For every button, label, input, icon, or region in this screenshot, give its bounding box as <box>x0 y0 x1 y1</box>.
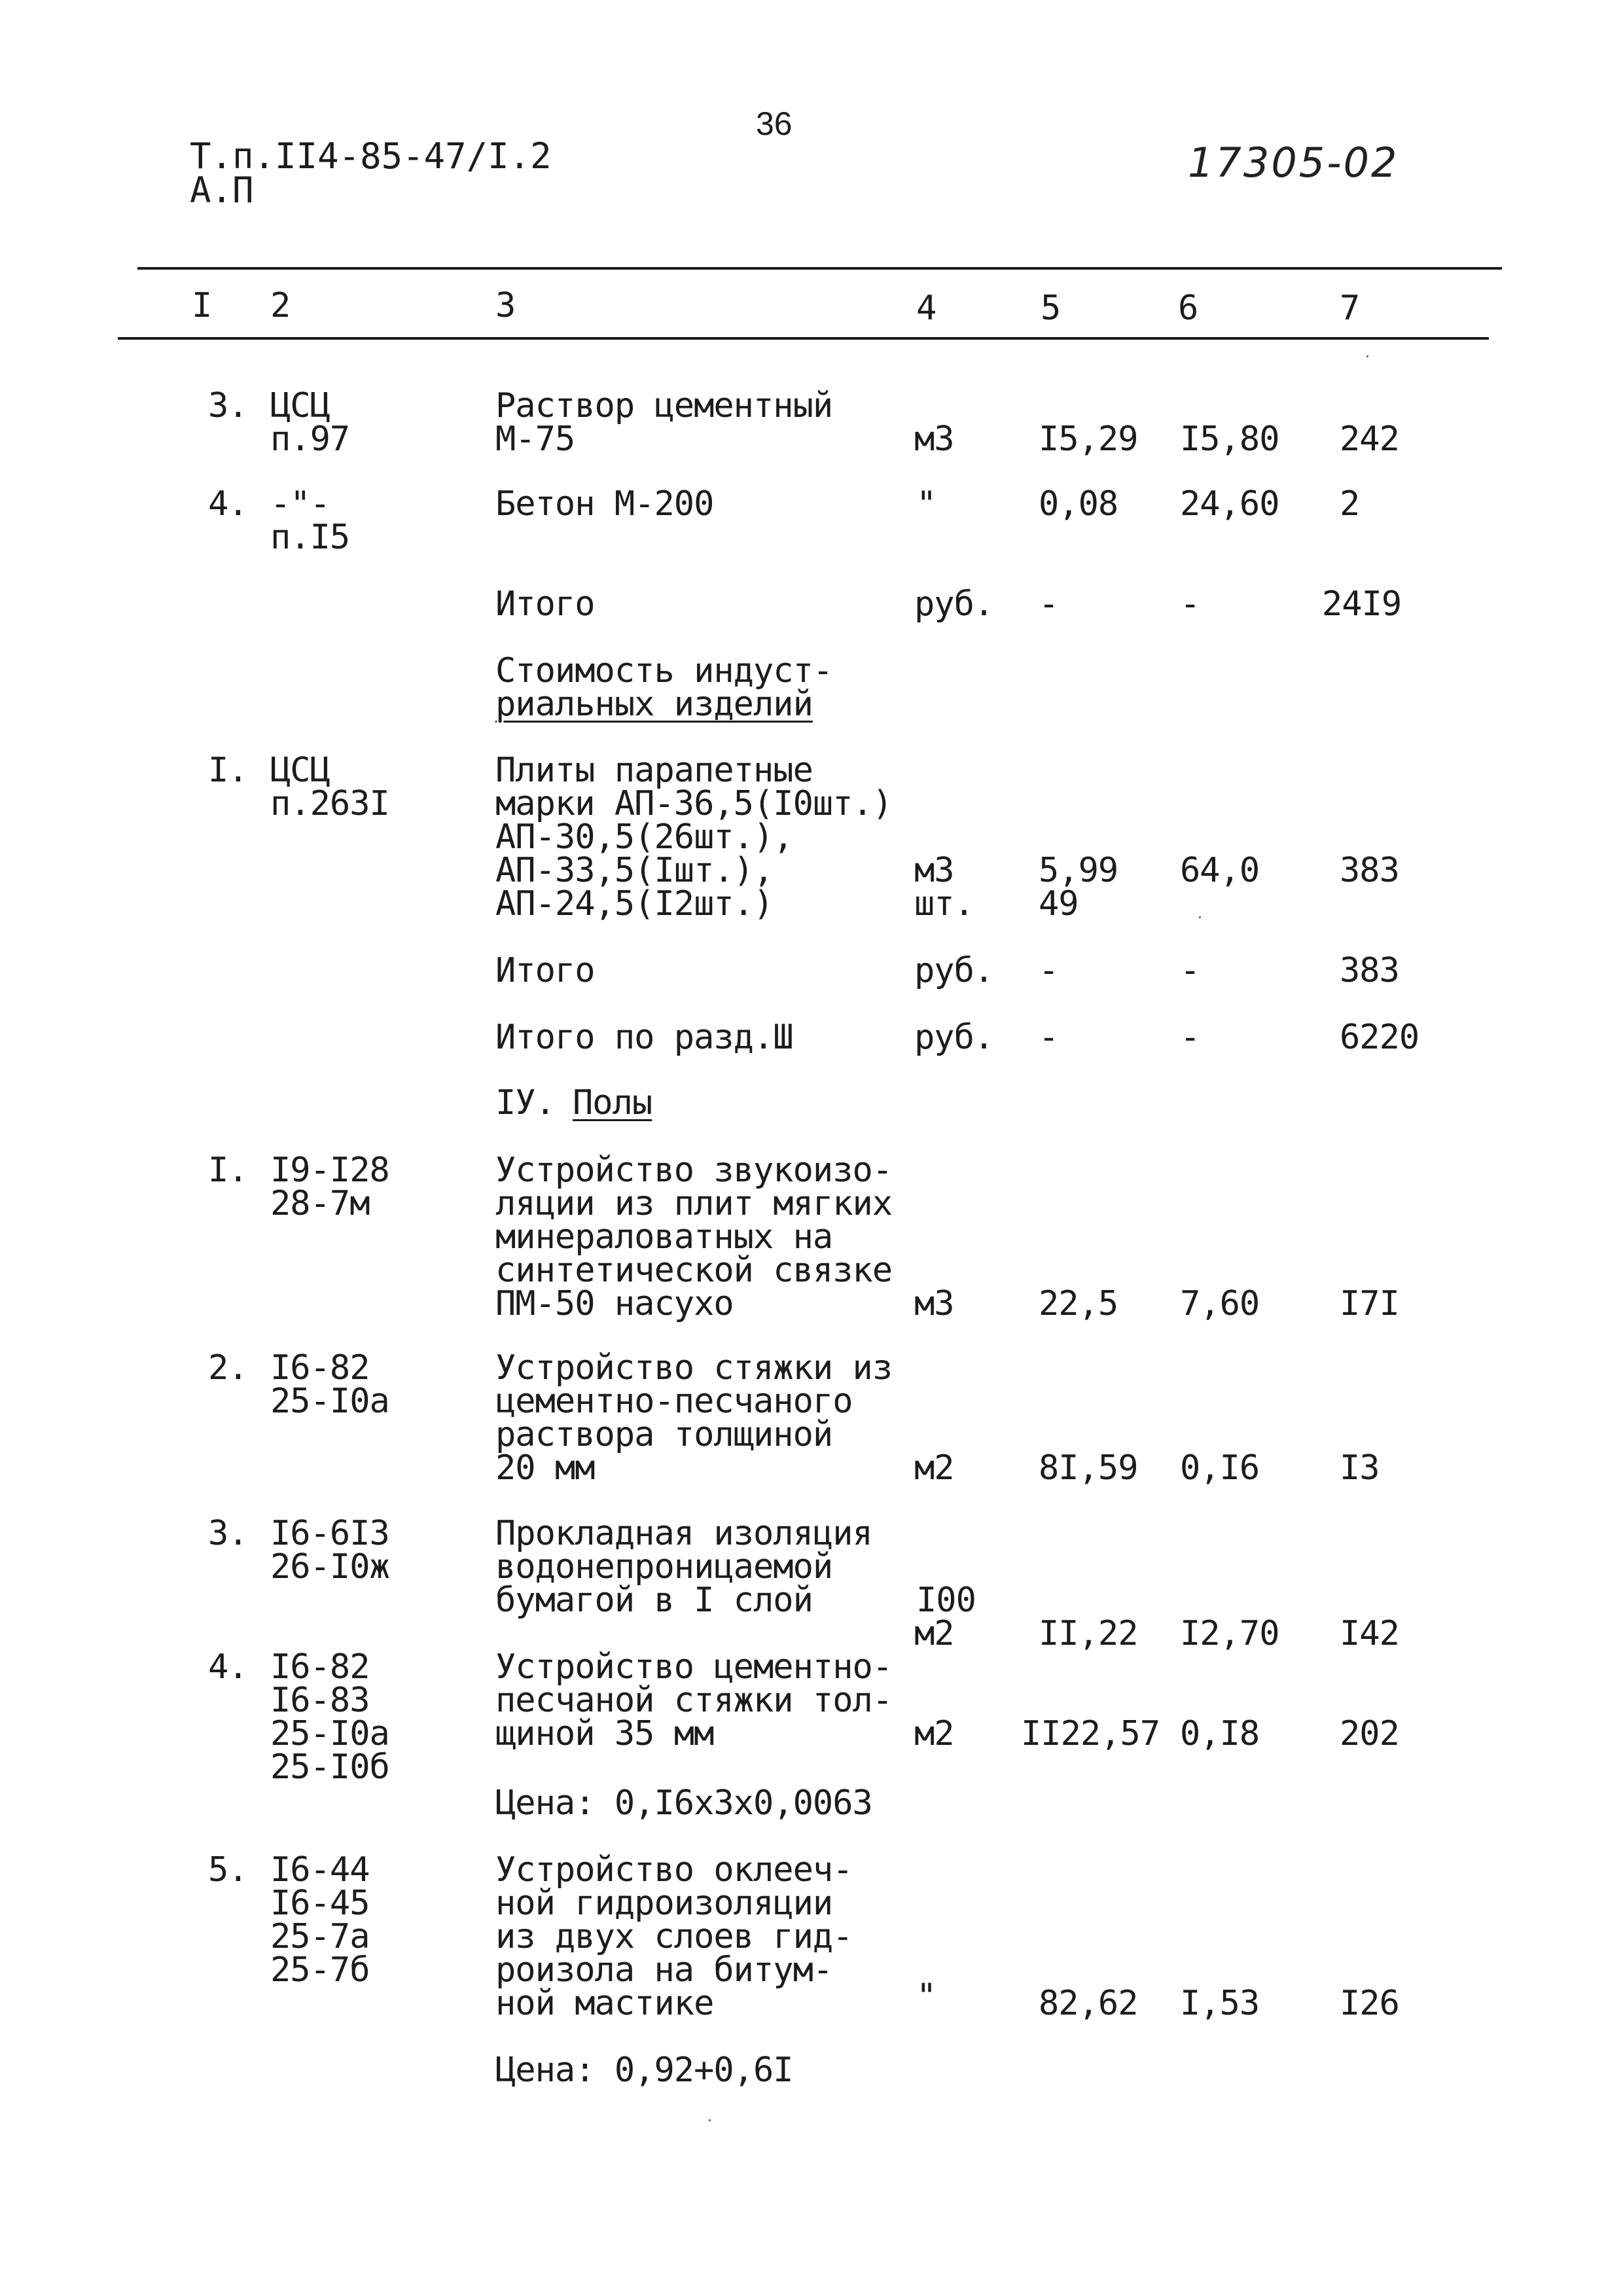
column-header-1: I <box>192 286 212 325</box>
row-quantity: II,22 <box>1039 1614 1138 1653</box>
row-code-line: -"- <box>270 484 330 524</box>
row-total: 2 <box>1340 484 1360 524</box>
row-code-line: п.I5 <box>270 518 350 557</box>
row-description-line: 20 мм <box>495 1448 595 1488</box>
row-unit: " <box>916 1977 936 2016</box>
row-unit-price: I2,70 <box>1180 1614 1279 1653</box>
row-quantity: - <box>1039 1018 1059 1057</box>
row-unit: м2 <box>914 1614 954 1653</box>
row-code-line: 28-7м <box>270 1184 370 1223</box>
row-unit: шт. <box>914 884 974 924</box>
row-quantity: 0,08 <box>1039 484 1118 524</box>
row-quantity: 82,62 <box>1039 1984 1138 2023</box>
row-unit: I00 <box>916 1581 976 1620</box>
row-quantity: 49 <box>1039 884 1079 924</box>
row-total: 6220 <box>1340 1018 1419 1057</box>
row-description-line: ной гидроизоляции <box>495 1884 833 1923</box>
row-unit-price: 7,60 <box>1180 1284 1260 1323</box>
row-total: 24I9 <box>1322 584 1402 624</box>
row-quantity: 8I,59 <box>1039 1448 1138 1488</box>
row-number: 4. <box>208 484 248 524</box>
row-unit-price: - <box>1180 1018 1200 1057</box>
row-number: I. <box>208 751 248 790</box>
row-code-line: ЦСЦ <box>270 751 330 790</box>
row-quantity: 22,5 <box>1039 1284 1118 1323</box>
row-code-line: I6-83 <box>270 1681 370 1720</box>
row-description-line: Итого по разд.Ш <box>495 1018 793 1057</box>
row-total: I3 <box>1340 1448 1380 1488</box>
album-label: А.П <box>190 170 254 211</box>
archive-stamp: 17305-02 <box>1188 139 1399 187</box>
row-unit-price: I5,80 <box>1180 420 1279 459</box>
column-header-7: 7 <box>1340 289 1360 328</box>
row-quantity: - <box>1039 584 1059 624</box>
row-description-line: раствора толщиной <box>495 1415 833 1454</box>
row-description-line: Бетон М-200 <box>495 484 714 524</box>
row-description-line: Раствор цементный <box>495 386 833 425</box>
row-description-line: роизола на битум- <box>495 1950 833 1990</box>
row-code-line: 25-I0а <box>270 1382 389 1421</box>
row-description-line: водонепроницаемой <box>495 1547 833 1587</box>
row-description-line: Плиты парапетные <box>495 751 813 790</box>
row-description-line: Устройство оклееч- <box>495 1850 853 1890</box>
row-quantity: - <box>1039 951 1059 990</box>
row-total: 383 <box>1340 851 1399 890</box>
row-unit-price: I,53 <box>1180 1984 1260 2023</box>
header-bottom-rule <box>118 337 1489 340</box>
row-code-line: 26-I0ж <box>270 1547 389 1587</box>
row-description-line: минераловатных на <box>495 1217 833 1257</box>
column-header-3: 3 <box>495 286 516 325</box>
row-description-line: Устройство звукоизо- <box>495 1151 893 1190</box>
row-unit-price: 24,60 <box>1180 484 1279 524</box>
row-total: I26 <box>1340 1984 1399 2023</box>
row-description-line: Устройство стяжки из <box>495 1348 893 1388</box>
row-number: 2. <box>208 1348 248 1388</box>
row-total: 383 <box>1340 951 1399 990</box>
row-code-line: I6-82 <box>270 1647 370 1687</box>
row-total: 242 <box>1340 420 1399 459</box>
row-description-line: Прокладная изоляция <box>495 1514 872 1553</box>
row-code-line: I6-44 <box>270 1850 370 1890</box>
row-description-line: АП-33,5(Iшт.), <box>495 851 774 890</box>
row-code-line: I6-6I3 <box>270 1514 389 1553</box>
row-number: I. <box>208 1151 248 1190</box>
row-unit: м3 <box>914 420 954 459</box>
row-description-line: ной мастике <box>495 1984 714 2023</box>
row-code-line: I6-45 <box>270 1884 370 1923</box>
row-number: 4. <box>208 1647 248 1687</box>
row-unit: " <box>916 484 936 524</box>
row-code-line: 25-7б <box>270 1950 370 1990</box>
row-description-line: щиной 35 мм <box>495 1714 714 1753</box>
row-description-line: Итого <box>495 584 595 624</box>
row-total: 202 <box>1340 1714 1399 1753</box>
row-total: I7I <box>1340 1284 1399 1323</box>
specks <box>709 2119 711 2121</box>
row-unit: руб. <box>914 951 994 990</box>
row-description-line: Итого <box>495 951 595 990</box>
row-description-line: песчаной стяжки тол- <box>495 1681 893 1720</box>
row-description-line: цементно-песчаного <box>495 1382 853 1421</box>
row-unit-price: 64,0 <box>1180 851 1260 890</box>
row-unit: руб. <box>914 1018 994 1057</box>
row-code-line: ЦСЦ <box>270 386 330 425</box>
subheading-line: риальных изделий <box>495 685 813 724</box>
row-description-line: ляции из плит мягких <box>495 1184 893 1223</box>
column-header-6: 6 <box>1178 289 1198 328</box>
row-quantity: II22,57 <box>1021 1714 1160 1753</box>
row-total: I42 <box>1340 1614 1399 1653</box>
row-description-line: АП-30,5(26шт.), <box>495 817 793 857</box>
row-description-line: ПМ-50 насухо <box>495 1284 734 1323</box>
row-unit: м2 <box>914 1714 954 1753</box>
row-quantity: 5,99 <box>1039 851 1118 890</box>
row-description-line: из двух слоев гид- <box>495 1917 853 1956</box>
row-unit: м3 <box>914 1284 954 1323</box>
row-code-line: I6-82 <box>270 1348 370 1388</box>
column-header-5: 5 <box>1041 289 1061 328</box>
row-description-line: бумагой в I слой <box>495 1581 813 1620</box>
row-unit: м2 <box>914 1448 954 1488</box>
page-number: 36 <box>756 105 793 142</box>
specks <box>1199 916 1201 918</box>
column-header-2: 2 <box>270 286 291 325</box>
document-code: Т.п.II4-85-47/I.2 <box>190 135 552 177</box>
row-number: 3. <box>208 386 248 425</box>
row-code-line: I9-I28 <box>270 1151 389 1190</box>
row-unit-price: 0,I6 <box>1180 1448 1260 1488</box>
subheading-line: Стоимость индуст- <box>495 651 833 691</box>
row-code-line: 25-I0б <box>270 1748 389 1787</box>
row-code-line: п.263I <box>270 784 389 823</box>
row-code-line: 25-I0а <box>270 1714 389 1753</box>
row-description-line: марки АП-36,5(I0шт.) <box>495 784 893 823</box>
row-quantity: I5,29 <box>1039 420 1138 459</box>
row-unit: руб. <box>914 584 994 624</box>
row-code-line: п.97 <box>270 420 350 459</box>
specks <box>1366 355 1368 357</box>
price-formula: Цена: 0,I6х3х0,0063 <box>495 1784 872 1823</box>
column-header-4: 4 <box>916 289 936 328</box>
row-unit-price: 0,I8 <box>1180 1714 1260 1753</box>
row-description-line: синтетической связке <box>495 1251 893 1290</box>
row-number: 5. <box>208 1850 248 1890</box>
row-unit-price: - <box>1180 951 1200 990</box>
row-number: 3. <box>208 1514 248 1553</box>
header-top-rule <box>137 267 1502 270</box>
row-unit: м3 <box>914 851 954 890</box>
row-description-line: АП-24,5(I2шт.) <box>495 884 774 924</box>
row-description-line: М-75 <box>495 420 575 459</box>
section-title: Полы <box>573 1083 652 1122</box>
row-unit-price: - <box>1180 584 1200 624</box>
row-code-line: 25-7а <box>270 1917 370 1956</box>
row-description-line: Устройство цементно- <box>495 1647 893 1687</box>
price-formula: Цена: 0,92+0,6I <box>495 2051 793 2090</box>
section-number: IУ. <box>495 1083 555 1122</box>
